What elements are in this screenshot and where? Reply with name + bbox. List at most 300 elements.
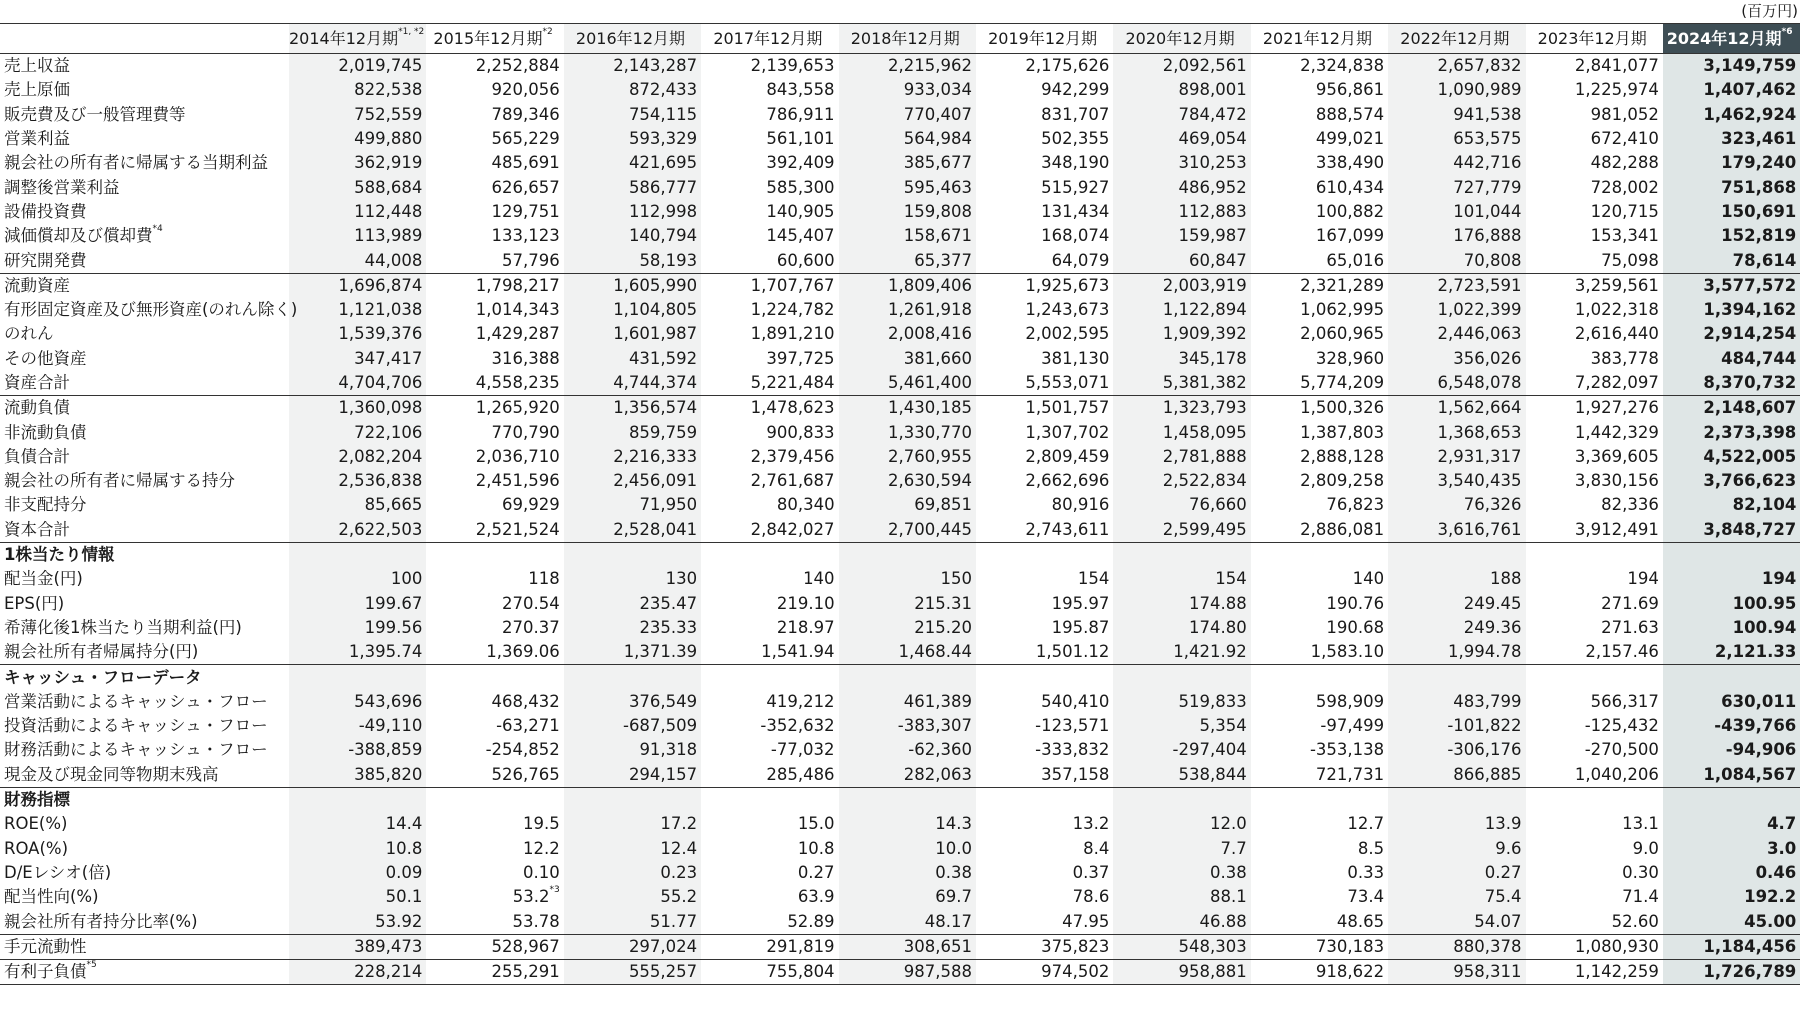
value-text: 323,461: [1721, 129, 1797, 149]
value-cell: [839, 934, 976, 959]
value-text: 727,779: [1453, 177, 1522, 197]
value-cell: [289, 616, 426, 640]
value-cell: [289, 812, 426, 836]
value-text: 593,329: [628, 129, 698, 149]
value-text: 598,909: [1315, 691, 1385, 711]
value-text: 190.76: [1326, 593, 1385, 613]
value-text: 1,307,702: [1025, 422, 1110, 442]
value-cell: [1663, 298, 1800, 322]
value-cell: [1251, 567, 1388, 591]
value-text: -439,766: [1714, 716, 1797, 736]
section-title: キャッシュ・フローデータ: [0, 665, 289, 690]
value-cell: [564, 78, 701, 102]
value-cell: [1113, 518, 1250, 543]
value-text: 131,434: [1041, 201, 1110, 221]
value-text: 2,599,495: [1162, 519, 1247, 539]
value-cell: [1388, 445, 1525, 469]
value-cell: [1388, 592, 1525, 616]
value-text: 981,052: [1590, 104, 1659, 124]
value-cell: [1113, 763, 1250, 788]
value-text: 1,468.44: [898, 642, 972, 662]
value-text: 58,193: [639, 250, 698, 270]
value-cell: [1388, 273, 1525, 298]
value-text: 199.67: [364, 593, 423, 613]
value-cell: [976, 885, 1113, 909]
value-cell: [289, 518, 426, 543]
row-label-text: 販売費及び一般管理費等: [4, 104, 186, 124]
value-text: 5,774,209: [1300, 373, 1385, 392]
value-text: 1,462,924: [1703, 104, 1797, 124]
value-cell: [1663, 78, 1800, 102]
value-text: 44,008: [364, 250, 423, 270]
value-text: 328,960: [1315, 348, 1385, 368]
row-label-text: 手元流動性: [4, 936, 87, 956]
value-cell: [839, 861, 976, 885]
value-text: -62,360: [908, 740, 972, 760]
value-text: 285,486: [766, 764, 835, 784]
value-text: 548,303: [1178, 936, 1247, 956]
table-row: [0, 322, 1800, 346]
value-cell: [564, 347, 701, 371]
value-text: 2,886,081: [1300, 519, 1385, 539]
value-cell: [426, 200, 563, 224]
value-cell: [426, 151, 563, 175]
value-text: 310,253: [1178, 153, 1247, 173]
value-cell: [1526, 273, 1663, 298]
value-text: 1,994.78: [1448, 642, 1522, 662]
empty-cell: [839, 787, 976, 812]
row-label-text: その他資産: [4, 348, 87, 368]
value-cell: [1526, 934, 1663, 959]
value-cell: [1388, 690, 1525, 714]
value-cell: [289, 298, 426, 322]
value-cell: [839, 103, 976, 127]
value-cell: [701, 420, 838, 444]
value-text: 5,553,071: [1025, 373, 1110, 392]
value-cell: [1663, 445, 1800, 469]
value-text: 70,808: [1463, 250, 1522, 270]
value-text: 8,370,732: [1703, 373, 1797, 392]
value-text: 1,539,376: [338, 324, 423, 344]
row-label-note: *5: [86, 960, 97, 971]
value-text: 176,888: [1453, 226, 1522, 246]
row-label: [0, 934, 289, 959]
value-cell: [976, 640, 1113, 665]
row-label-text: EPS(円): [4, 593, 65, 613]
value-text: 1,184,456: [1703, 936, 1797, 956]
value-text: 2,630,594: [887, 471, 972, 491]
value-text: 483,799: [1453, 691, 1522, 711]
value-cell: [1663, 909, 1800, 934]
value-cell: [976, 738, 1113, 762]
value-text: 526,765: [491, 764, 560, 784]
value-cell: [564, 714, 701, 738]
value-cell: [1526, 738, 1663, 762]
column-header-label: 2016年12月期: [575, 28, 686, 48]
value-cell: [1388, 567, 1525, 591]
value-cell: [1251, 347, 1388, 371]
value-text: 235.33: [639, 617, 698, 637]
empty-cell: [1388, 787, 1525, 812]
value-text: -49,110: [358, 716, 423, 736]
value-cell: [564, 861, 701, 885]
value-cell: [1113, 54, 1250, 79]
value-cell: [1113, 909, 1250, 934]
value-text: 158,671: [903, 226, 972, 246]
value-cell: [976, 103, 1113, 127]
value-cell: [1526, 885, 1663, 909]
value-text: 159,808: [903, 201, 972, 221]
empty-cell: [564, 787, 701, 812]
value-text: 6,548,078: [1437, 373, 1522, 392]
row-label-text: 親会社所有者帰属持分(円): [4, 642, 199, 662]
value-text: 843,558: [766, 80, 835, 100]
value-text: 46.88: [1199, 911, 1247, 931]
value-text: 2,092,561: [1162, 56, 1247, 76]
empty-cell: [976, 787, 1113, 812]
value-text: 1,541.94: [761, 642, 835, 662]
value-text: 958,311: [1453, 962, 1522, 982]
value-text: 140: [803, 569, 835, 589]
row-label-text: 売上原価: [4, 80, 70, 100]
value-cell: [1526, 322, 1663, 346]
column-header-label: 2024年12月期: [1666, 28, 1782, 48]
empty-cell: [1388, 542, 1525, 567]
row-label: [0, 103, 289, 127]
value-text: 120,715: [1590, 201, 1659, 221]
value-cell: [564, 763, 701, 788]
empty-cell: [564, 542, 701, 567]
value-cell: [289, 738, 426, 762]
value-cell: [1388, 54, 1525, 79]
value-cell: [426, 78, 563, 102]
value-text: 2,888,128: [1300, 446, 1385, 466]
column-header: [701, 24, 838, 54]
empty-cell: [839, 542, 976, 567]
value-cell: [289, 248, 426, 273]
value-text: 8.4: [1083, 838, 1110, 858]
value-cell: [426, 763, 563, 788]
table-row: [0, 885, 1800, 909]
value-text: 76,823: [1326, 495, 1385, 515]
row-label: [0, 78, 289, 102]
value-cell: [701, 714, 838, 738]
value-cell: [1251, 445, 1388, 469]
value-cell: [839, 445, 976, 469]
value-text: 461,389: [903, 691, 972, 711]
value-cell: [426, 175, 563, 199]
value-text: 564,984: [903, 129, 972, 149]
value-cell: [289, 322, 426, 346]
value-text: 1,122,894: [1162, 300, 1247, 320]
column-header-label: 2018年12月期: [850, 28, 960, 48]
value-text: 88.1: [1209, 887, 1247, 907]
value-text: 2,446,063: [1437, 324, 1522, 344]
value-text: 2,252,884: [475, 56, 560, 76]
value-cell: [289, 127, 426, 151]
value-cell: [1113, 616, 1250, 640]
row-label-text: 有利子負債: [4, 962, 87, 982]
value-text: 2,841,077: [1574, 56, 1659, 76]
value-cell: [426, 371, 563, 396]
value-cell: [976, 175, 1113, 199]
value-cell: [839, 322, 976, 346]
value-text: 1,080,930: [1574, 936, 1659, 956]
value-text: 235.47: [639, 593, 698, 613]
value-text: 0.27: [1484, 862, 1522, 882]
value-cell: [289, 224, 426, 248]
value-text: 65,377: [914, 250, 972, 270]
section-header-row: [0, 665, 1800, 690]
value-text: 2,761,687: [750, 471, 835, 491]
row-label: [0, 567, 289, 591]
value-text: 1,084,567: [1703, 764, 1797, 784]
header-row: [0, 24, 1800, 54]
value-cell: [839, 127, 976, 151]
value-cell: [1251, 273, 1388, 298]
row-label: [0, 861, 289, 885]
value-cell: [1388, 151, 1525, 175]
value-text: 383,778: [1590, 348, 1659, 368]
value-text: 2,456,091: [613, 471, 698, 491]
value-text: 112,998: [628, 201, 698, 221]
row-label-text: 営業活動によるキャッシュ・フロー: [4, 691, 268, 711]
row-label-text: 現金及び現金同等物期末残高: [4, 764, 219, 784]
value-cell: [1113, 885, 1250, 909]
value-text: 789,346: [491, 104, 560, 124]
value-cell: [1526, 224, 1663, 248]
value-text: 1,371.39: [623, 642, 698, 662]
value-text: 13.2: [1072, 814, 1110, 834]
column-header: [564, 24, 701, 54]
value-cell: [701, 54, 838, 79]
value-text: 53.2: [512, 887, 550, 907]
column-header: [1113, 24, 1250, 54]
value-text: 920,056: [491, 80, 560, 100]
empty-cell: [564, 665, 701, 690]
row-label: [0, 909, 289, 934]
value-text: 898,001: [1178, 80, 1247, 100]
row-label-text: ROA(%): [4, 838, 69, 858]
value-cell: [976, 420, 1113, 444]
value-text: 1,040,206: [1574, 764, 1659, 784]
row-label: [0, 54, 289, 79]
value-cell: [701, 909, 838, 934]
value-text: 271.63: [1601, 617, 1659, 637]
value-cell: [564, 273, 701, 298]
row-label: [0, 763, 289, 788]
value-cell: [1388, 175, 1525, 199]
value-text: -388,859: [348, 740, 423, 760]
value-cell: [564, 885, 701, 909]
value-text: 0.30: [1622, 862, 1659, 882]
value-text: 2,139,653: [750, 56, 835, 76]
value-cell: [1251, 812, 1388, 836]
value-cell: [701, 224, 838, 248]
column-header-note: *1, *2: [398, 26, 425, 37]
value-cell: [701, 445, 838, 469]
value-text: 167,099: [1315, 226, 1385, 246]
value-text: 0.33: [1347, 862, 1385, 882]
value-text: 1,601,987: [613, 324, 698, 344]
value-cell: [1663, 347, 1800, 371]
value-cell: [839, 837, 976, 861]
value-text: 192.2: [1744, 887, 1797, 907]
value-cell: [976, 934, 1113, 959]
value-cell: [1663, 690, 1800, 714]
row-label-text: 営業利益: [4, 129, 70, 149]
value-cell: [564, 54, 701, 79]
empty-cell: [1663, 542, 1800, 567]
value-cell: [976, 690, 1113, 714]
value-cell: [976, 959, 1113, 984]
value-cell: [839, 248, 976, 273]
value-text: 10.8: [385, 838, 423, 858]
value-cell: [1251, 909, 1388, 934]
value-text: 3.0: [1767, 838, 1797, 858]
value-text: 338,490: [1315, 153, 1385, 173]
value-text: 154: [1215, 569, 1247, 589]
value-text: 65,016: [1326, 250, 1385, 270]
value-text: 1,022,318: [1574, 300, 1659, 320]
value-cell: [564, 812, 701, 836]
row-label-text: 親会社の所有者に帰属する持分: [4, 471, 235, 491]
value-text: 316,388: [491, 348, 560, 368]
value-text: 174.80: [1189, 617, 1247, 637]
value-text: 1,927,276: [1574, 398, 1659, 418]
value-cell: [839, 909, 976, 934]
row-label-text: 流動負債: [4, 398, 70, 418]
value-text: 270.37: [502, 617, 560, 637]
empty-cell: [1113, 787, 1250, 812]
value-text: 130: [665, 569, 698, 589]
empty-cell: [1251, 542, 1388, 567]
value-text: 219.10: [776, 593, 835, 613]
value-text: 653,575: [1453, 129, 1522, 149]
column-header: [426, 24, 563, 54]
value-text: 1,323,793: [1162, 398, 1247, 418]
value-text: 3,766,623: [1703, 471, 1797, 491]
table-row: [0, 151, 1800, 175]
table-row: [0, 175, 1800, 199]
value-cell: [289, 909, 426, 934]
header-label-cell: [0, 24, 289, 54]
value-cell: [701, 396, 838, 421]
value-cell: [839, 714, 976, 738]
value-cell: [1663, 959, 1800, 984]
value-text: 1,224,782: [750, 300, 835, 320]
value-text: 1,696,874: [338, 275, 423, 295]
value-cell: [289, 371, 426, 396]
column-header: [839, 24, 976, 54]
value-cell: [839, 78, 976, 102]
value-text: 194: [1761, 569, 1797, 589]
value-text: 80,916: [1051, 495, 1110, 515]
value-text: 528,967: [491, 936, 560, 956]
value-text: 10.0: [935, 838, 972, 858]
value-cell: [1113, 493, 1250, 517]
value-text: 5,221,484: [750, 373, 835, 392]
value-text: 2,723,591: [1437, 275, 1522, 295]
value-cell: [564, 322, 701, 346]
column-header: [976, 24, 1113, 54]
table-row: [0, 909, 1800, 934]
value-text: 362,919: [354, 153, 423, 173]
row-label-text: 有形固定資産及び無形資産(のれん除く): [4, 300, 298, 320]
value-cell: [564, 690, 701, 714]
value-text: 1,121,038: [338, 300, 423, 320]
value-cell: [426, 909, 563, 934]
value-cell: [1251, 616, 1388, 640]
value-cell: [1251, 714, 1388, 738]
value-text: 486,952: [1178, 177, 1247, 197]
value-cell: [1388, 469, 1525, 493]
column-header-note: *2: [542, 26, 553, 37]
value-text: 2,931,317: [1437, 446, 1522, 466]
value-cell: [564, 959, 701, 984]
value-text: 1,809,406: [887, 275, 972, 295]
empty-cell: [426, 542, 563, 567]
value-cell: [1663, 861, 1800, 885]
value-text: 50.1: [385, 887, 423, 907]
value-cell: [701, 493, 838, 517]
value-cell: [839, 396, 976, 421]
value-text: 626,657: [491, 177, 560, 197]
value-cell: [426, 640, 563, 665]
value-cell: [1663, 812, 1800, 836]
value-text: 784,472: [1178, 104, 1247, 124]
row-label-text: D/Eレシオ(倍): [4, 862, 112, 882]
value-text: 113,989: [354, 226, 423, 246]
value-cell: [564, 371, 701, 396]
value-cell: [1388, 224, 1525, 248]
table-row: [0, 714, 1800, 738]
value-text: -333,832: [1035, 740, 1110, 760]
value-cell: [1526, 763, 1663, 788]
value-text: 1,909,392: [1162, 324, 1247, 344]
value-text: 159,987: [1178, 226, 1247, 246]
value-text: 150,691: [1721, 201, 1797, 221]
empty-cell: [426, 787, 563, 812]
value-cell: [1113, 248, 1250, 273]
empty-cell: [701, 787, 838, 812]
value-text: 1,500,326: [1300, 398, 1385, 418]
value-cell: [1113, 959, 1250, 984]
value-cell: [289, 78, 426, 102]
value-text: 0.10: [523, 862, 560, 882]
value-text: 100,882: [1315, 201, 1385, 221]
value-cell: [1113, 298, 1250, 322]
row-label: [0, 151, 289, 175]
table-row: [0, 934, 1800, 959]
value-text: 1,478,623: [750, 398, 835, 418]
value-cell: [839, 200, 976, 224]
value-cell: [1663, 592, 1800, 616]
value-cell: [1663, 273, 1800, 298]
table-row: [0, 469, 1800, 493]
value-cell: [976, 812, 1113, 836]
value-cell: [1663, 396, 1800, 421]
value-text: 1,265,920: [475, 398, 560, 418]
value-cell: [1113, 347, 1250, 371]
value-text: 3,912,491: [1574, 519, 1659, 539]
value-text: 4,744,374: [613, 373, 698, 392]
value-cell: [1251, 54, 1388, 79]
value-cell: [701, 885, 838, 909]
value-text: 469,054: [1178, 129, 1247, 149]
value-text: 51.77: [649, 911, 698, 931]
value-cell: [839, 640, 976, 665]
